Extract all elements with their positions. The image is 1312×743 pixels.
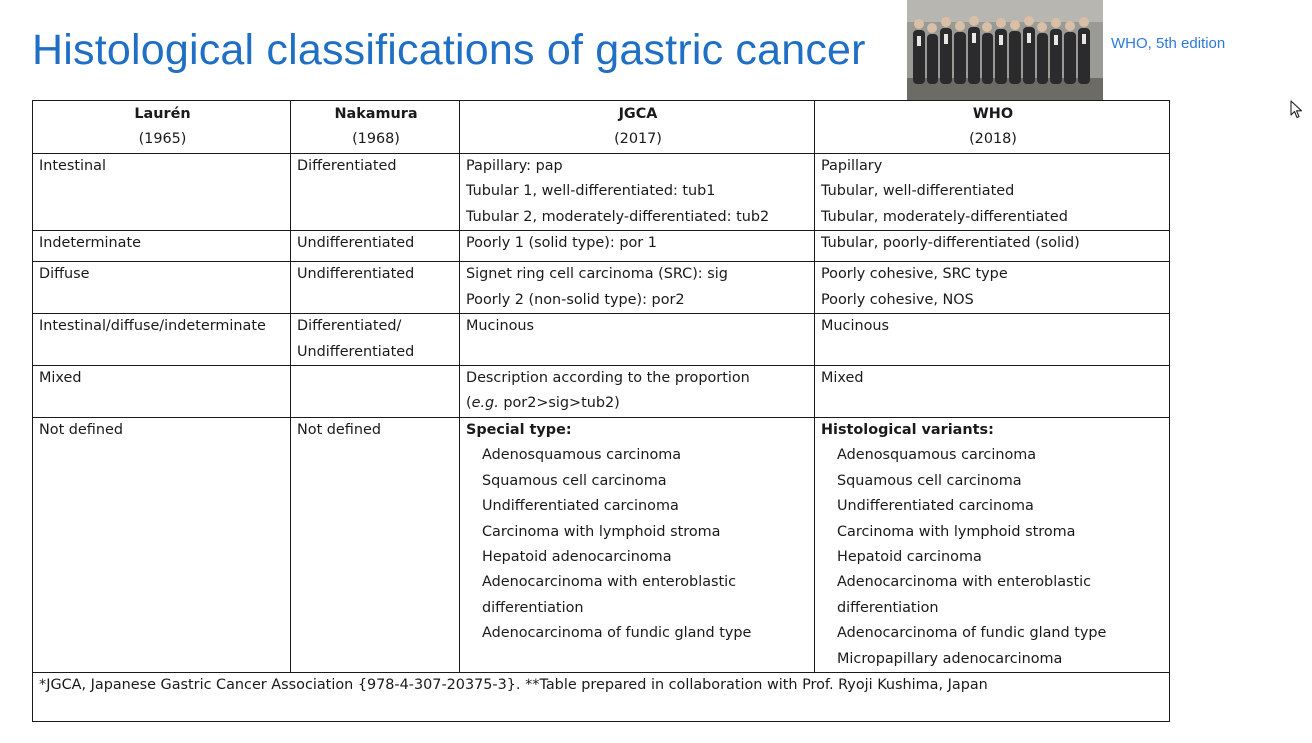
cell-lauren: [33, 417, 291, 672]
header-jgca: [460, 101, 815, 154]
cell-line: Tubular 2, moderately-differentiated: tub2: [466, 208, 770, 225]
cell-jgca: [460, 262, 815, 314]
cell-line: Papillary: pap: [466, 157, 563, 174]
list-item: Adenocarcinoma of fundic gland type: [482, 625, 752, 642]
cell-line: Not defined: [39, 421, 123, 438]
cell-line: Description according to the proportion: [466, 370, 750, 387]
header-name: Nakamura: [334, 106, 418, 122]
group-photo-image: [907, 0, 1103, 100]
eg-abbreviation: e.g.: [471, 395, 499, 412]
cell-line: Tubular, poorly-differentiated (solid): [821, 235, 1080, 252]
cell-line: Not defined: [297, 421, 381, 438]
mouse-cursor-icon: [1290, 100, 1304, 120]
cell-jgca: [460, 231, 815, 262]
list-item: Squamous cell carcinoma: [837, 472, 1022, 489]
list-item: Hepatoid carcinoma: [837, 548, 982, 565]
cell-line: Poorly 1 (solid type): por 1: [466, 235, 657, 252]
table-row: [33, 231, 1170, 262]
cell-who: [815, 314, 1170, 366]
header-year: (2018): [969, 131, 1017, 148]
cell-nakamura: [291, 314, 460, 366]
table-row: [33, 262, 1170, 314]
list-item: Hepatoid adenocarcinoma: [482, 548, 672, 565]
header-year: (1965): [138, 131, 187, 148]
cell-who: [815, 231, 1170, 262]
cell-line: Indeterminate: [39, 235, 141, 252]
cell-line: Tubular, well-differentiated: [821, 183, 1015, 200]
cell-jgca: [460, 366, 815, 418]
header-name: WHO: [972, 106, 1014, 122]
cell-line: Tubular 1, well-differentiated: tub1: [466, 183, 716, 200]
cell-line: Poorly 2 (non-solid type): por2: [466, 291, 685, 308]
cell-lauren: [33, 366, 291, 418]
cell-line: Tubular, moderately-differentiated: [821, 208, 1068, 225]
cell-lauren: [33, 153, 291, 230]
cell-lauren: [33, 262, 291, 314]
cell-line: Mucinous: [466, 318, 534, 335]
cell-line: Mucinous: [821, 318, 889, 335]
cell-line: Undifferentiated: [297, 343, 415, 360]
cell-line: Intestinal/diffuse/indeterminate: [39, 318, 266, 335]
header-lauren: [33, 101, 291, 154]
histological-variants-heading: Histological variants:: [821, 421, 994, 438]
table-row: [33, 314, 1170, 366]
cell-line: Signet ring cell carcinoma (SRC): sig: [466, 266, 728, 283]
header-year: (1968): [352, 131, 400, 148]
header-row: [33, 101, 1170, 154]
cell-nakamura: [291, 417, 460, 672]
cell-nakamura: [291, 153, 460, 230]
list-item: Undifferentiated carcinoma: [482, 498, 679, 515]
footnote-row: [33, 672, 1170, 721]
cell-line: Poorly cohesive, NOS: [821, 291, 974, 308]
cell-line: Mixed: [39, 370, 82, 387]
who-edition-label: WHO, 5th edition: [1111, 35, 1226, 52]
cell-line: Intestinal: [39, 157, 106, 174]
slide-title: Histological classifications of gastric cancer: [32, 26, 866, 74]
footnote: [33, 672, 1170, 721]
list-item: Carcinoma with lymphoid stroma: [837, 523, 1076, 540]
cell-jgca: [460, 417, 815, 672]
cell-who: [815, 262, 1170, 314]
cell-line: Mixed: [821, 370, 864, 387]
cell-who: [815, 153, 1170, 230]
header-nakamura: [291, 101, 460, 154]
cell-who: [815, 417, 1170, 672]
list-item: Adenocarcinoma with enteroblastic: [482, 574, 737, 591]
cell-line: Diffuse: [39, 266, 90, 283]
list-item: differentiation: [482, 599, 584, 616]
cell-nakamura: [291, 262, 460, 314]
header-who: [815, 101, 1170, 154]
table-row: [33, 153, 1170, 230]
list-item: Carcinoma with lymphoid stroma: [482, 523, 721, 540]
header-year: (2017): [614, 131, 662, 148]
special-type-heading: Special type:: [466, 421, 572, 438]
header-name: Laurén: [134, 106, 191, 122]
cell-line: Undifferentiated: [297, 235, 415, 252]
cell-lauren: [33, 231, 291, 262]
list-item: differentiation: [837, 599, 939, 616]
table-row: [33, 366, 1170, 418]
table-row: [33, 417, 1170, 672]
group-photo: [907, 0, 1103, 100]
cell-line: Papillary: [821, 157, 883, 174]
list-item: Adenosquamous carcinoma: [837, 447, 1037, 464]
footnote-text: *JGCA, Japanese Gastric Cancer Association {978-4-307-20375-3}. **Table prepared in collaboration with Prof. Ryoji Kushima, Japan: [39, 676, 988, 693]
cell-line: Poorly cohesive, SRC type: [821, 266, 1008, 283]
list-item: Squamous cell carcinoma: [482, 472, 667, 489]
header-name: JGCA: [618, 106, 658, 122]
cell-line: Differentiated/: [297, 318, 402, 335]
classification-table: [32, 100, 1170, 722]
cell-lauren: [33, 314, 291, 366]
list-item: Adenocarcinoma with enteroblastic: [837, 574, 1092, 591]
cell-line: Undifferentiated: [297, 266, 415, 283]
cell-nakamura: [291, 366, 460, 418]
list-item: Adenosquamous carcinoma: [482, 447, 682, 464]
list-item: Micropapillary adenocarcinoma: [837, 650, 1063, 667]
cell-jgca: [460, 314, 815, 366]
cell-nakamura: [291, 231, 460, 262]
cell-jgca: [460, 153, 815, 230]
list-item: Undifferentiated carcinoma: [837, 498, 1034, 515]
cell-who: [815, 366, 1170, 418]
cell-line: Differentiated: [297, 157, 397, 174]
cell-line: (e.g. por2>sig>tub2): [466, 395, 620, 412]
list-item: Adenocarcinoma of fundic gland type: [837, 625, 1107, 642]
